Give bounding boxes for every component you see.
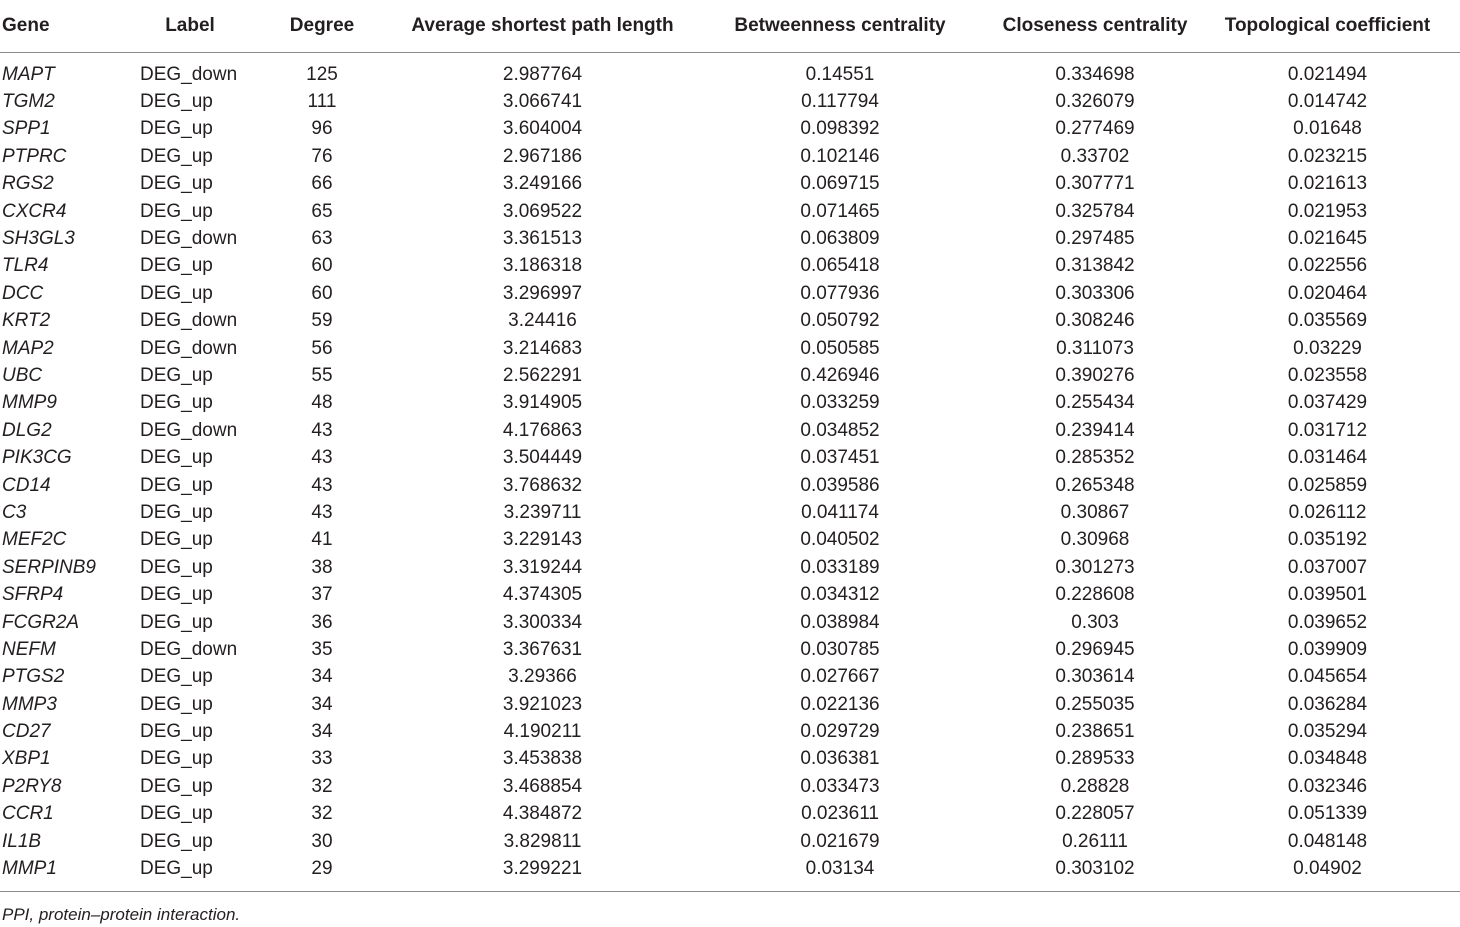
table-row (0, 472, 1460, 499)
topological-coefficient-cell: 0.037007 (1287, 556, 1368, 578)
topological-coefficient-cell: 0.022556 (1287, 255, 1368, 277)
degree-cell: 60 (311, 255, 333, 277)
degree-cell: 38 (311, 556, 333, 578)
table-row (0, 53, 1460, 89)
closeness-cell: 0.33702 (1060, 145, 1130, 167)
closeness-cell: 0.265348 (1055, 474, 1135, 496)
betweenness-cell: 0.098392 (800, 118, 880, 140)
degree-cell: 29 (311, 858, 333, 880)
closeness-cell: 0.255434 (1055, 392, 1135, 414)
degree-cell: 55 (311, 364, 333, 386)
avg-shortest-path-cell: 3.468854 (502, 775, 583, 797)
betweenness-cell: 0.036381 (800, 748, 880, 770)
betweenness-cell: 0.034852 (800, 419, 880, 441)
table-row (0, 253, 1460, 280)
degree-cell: 32 (311, 775, 333, 797)
degree-cell: 35 (311, 638, 333, 660)
degree-cell: 36 (311, 611, 333, 633)
topological-coefficient-cell: 0.032346 (1287, 775, 1368, 797)
avg-shortest-path-cell: 3.921023 (502, 693, 583, 715)
table-row (0, 116, 1460, 143)
label-cell: DEG_up (140, 255, 213, 277)
table-row (0, 691, 1460, 718)
degree-cell: 43 (311, 474, 333, 496)
gene-cell: SERPINB9 (2, 556, 96, 578)
closeness-cell: 0.289533 (1055, 748, 1135, 770)
avg-shortest-path-cell: 3.453838 (502, 748, 583, 770)
betweenness-cell: 0.033189 (800, 556, 880, 578)
betweenness-cell: 0.050792 (800, 310, 880, 332)
topological-coefficient-cell: 0.01648 (1293, 118, 1362, 140)
topological-coefficient-cell: 0.014742 (1287, 91, 1368, 113)
betweenness-cell: 0.102146 (800, 145, 880, 167)
label-cell: DEG_up (140, 392, 213, 414)
closeness-cell: 0.296945 (1055, 638, 1135, 660)
label-cell: DEG_up (140, 91, 213, 113)
gene-cell: CXCR4 (2, 200, 67, 222)
label-cell: DEG_up (140, 721, 213, 743)
avg-shortest-path-cell: 3.361513 (502, 228, 583, 250)
degree-cell: 66 (311, 173, 333, 195)
avg-shortest-path-cell: 3.229143 (502, 529, 583, 551)
avg-shortest-path-cell: 3.214683 (502, 337, 583, 359)
label-cell: DEG_down (140, 337, 238, 359)
avg-shortest-path-cell: 4.176863 (502, 419, 583, 441)
avg-shortest-path-cell: 3.066741 (502, 91, 583, 113)
avg-shortest-path-cell: 2.562291 (502, 364, 583, 386)
degree-cell: 76 (311, 145, 333, 167)
degree-cell: 43 (311, 501, 333, 523)
table-row (0, 390, 1460, 417)
betweenness-cell: 0.022136 (800, 693, 880, 715)
betweenness-cell: 0.071465 (800, 200, 880, 222)
closeness-cell: 0.28828 (1060, 775, 1130, 797)
degree-cell: 34 (311, 666, 333, 688)
label-cell: DEG_down (140, 310, 238, 332)
gene-cell: SH3GL3 (2, 228, 75, 250)
degree-cell: 34 (311, 721, 333, 743)
closeness-cell: 0.303 (1071, 611, 1119, 633)
table-row (0, 773, 1460, 800)
label-cell: DEG_up (140, 748, 213, 770)
gene-cell: FCGR2A (2, 611, 80, 633)
column-header-label: Label (136, 0, 244, 53)
closeness-cell: 0.228057 (1055, 803, 1135, 825)
avg-shortest-path-cell: 3.604004 (502, 118, 583, 140)
avg-shortest-path-cell: 3.367631 (502, 638, 583, 660)
avg-shortest-path-cell: 3.24416 (508, 310, 577, 332)
column-header-gene: Gene (0, 0, 136, 53)
gene-cell: C3 (2, 501, 27, 523)
topological-coefficient-cell: 0.036284 (1287, 693, 1368, 715)
gene-cell: SFRP4 (2, 584, 64, 606)
betweenness-cell: 0.077936 (800, 282, 880, 304)
table-row (0, 855, 1460, 891)
closeness-cell: 0.303614 (1055, 666, 1135, 688)
degree-cell: 111 (307, 91, 337, 113)
gene-cell: NEFM (2, 638, 56, 660)
column-header-betweenness-centrality: Betweenness centrality (685, 0, 995, 53)
topological-coefficient-cell: 0.026112 (1288, 501, 1367, 523)
betweenness-cell: 0.023611 (801, 803, 879, 825)
closeness-cell: 0.255035 (1055, 693, 1135, 715)
betweenness-cell: 0.050585 (800, 337, 880, 359)
topological-coefficient-cell: 0.039909 (1287, 638, 1368, 660)
avg-shortest-path-cell: 3.299221 (502, 858, 583, 880)
topological-coefficient-cell: 0.021613 (1287, 173, 1368, 195)
closeness-cell: 0.307771 (1055, 173, 1135, 195)
label-cell: DEG_up (140, 584, 213, 606)
closeness-cell: 0.285352 (1055, 447, 1135, 469)
gene-cell: DLG2 (2, 419, 52, 441)
gene-cell: PTGS2 (2, 666, 65, 688)
avg-shortest-path-cell: 3.504449 (502, 447, 583, 469)
avg-shortest-path-cell: 3.239711 (503, 501, 582, 523)
gene-cell: PTPRC (2, 145, 67, 167)
topological-coefficient-cell: 0.037429 (1287, 392, 1368, 414)
topological-coefficient-cell: 0.031712 (1287, 419, 1368, 441)
gene-cell: DCC (2, 282, 44, 304)
betweenness-cell: 0.040502 (800, 529, 880, 551)
avg-shortest-path-cell: 3.300334 (502, 611, 583, 633)
table-row (0, 417, 1460, 444)
label-cell: DEG_up (140, 858, 213, 880)
label-cell: DEG_up (140, 775, 213, 797)
gene-cell: MMP3 (2, 693, 57, 715)
gene-cell: CCR1 (2, 803, 54, 825)
topological-coefficient-cell: 0.023215 (1287, 145, 1368, 167)
betweenness-cell: 0.041174 (801, 501, 879, 523)
column-header-topological-coefficient: Topological coefficient (1195, 0, 1460, 53)
table-row (0, 718, 1460, 745)
avg-shortest-path-cell: 4.384872 (502, 803, 583, 825)
degree-cell: 41 (311, 529, 333, 551)
gene-cell: MAP2 (2, 337, 54, 359)
betweenness-cell: 0.063809 (800, 228, 880, 250)
gene-cell: KRT2 (2, 310, 51, 332)
closeness-cell: 0.277469 (1055, 118, 1135, 140)
closeness-cell: 0.308246 (1055, 310, 1135, 332)
label-cell: DEG_up (140, 529, 213, 551)
degree-cell: 43 (311, 447, 333, 469)
table-row (0, 746, 1460, 773)
label-cell: DEG_up (140, 666, 213, 688)
degree-cell: 56 (311, 337, 333, 359)
closeness-cell: 0.313842 (1055, 255, 1135, 277)
betweenness-cell: 0.034312 (800, 584, 880, 606)
degree-cell: 59 (311, 310, 333, 332)
gene-cell: MEF2C (2, 529, 67, 551)
topological-coefficient-cell: 0.03229 (1293, 337, 1362, 359)
avg-shortest-path-cell: 3.319244 (502, 556, 583, 578)
topological-coefficient-cell: 0.051339 (1287, 803, 1368, 825)
table-row (0, 225, 1460, 252)
degree-cell: 37 (311, 584, 333, 606)
closeness-cell: 0.30968 (1060, 529, 1130, 551)
table-row (0, 801, 1460, 828)
topological-coefficient-cell: 0.048148 (1287, 830, 1368, 852)
topological-coefficient-cell: 0.021645 (1287, 228, 1368, 250)
closeness-cell: 0.26111 (1062, 830, 1128, 852)
gene-cell: MAPT (2, 63, 55, 85)
table-row (0, 444, 1460, 471)
label-cell: DEG_up (140, 364, 213, 386)
avg-shortest-path-cell: 4.374305 (502, 584, 583, 606)
topological-coefficient-cell: 0.039501 (1287, 584, 1368, 606)
label-cell: DEG_up (140, 173, 213, 195)
label-cell: DEG_up (140, 145, 213, 167)
topological-coefficient-cell: 0.035294 (1287, 721, 1368, 743)
gene-cell: CD14 (2, 474, 51, 496)
label-cell: DEG_up (140, 447, 213, 469)
table-row (0, 88, 1460, 115)
table-row (0, 308, 1460, 335)
closeness-cell: 0.301273 (1055, 556, 1135, 578)
label-cell: DEG_up (140, 474, 213, 496)
topological-coefficient-cell: 0.045654 (1287, 666, 1368, 688)
topological-coefficient-cell: 0.021494 (1287, 63, 1368, 85)
closeness-cell: 0.30867 (1060, 501, 1130, 523)
table-footnote: PPI, protein–protein interaction. (2, 905, 241, 924)
table-body (0, 53, 1460, 892)
betweenness-cell: 0.027667 (800, 666, 880, 688)
label-cell: DEG_down (140, 638, 238, 660)
avg-shortest-path-cell: 3.069522 (502, 200, 583, 222)
degree-cell: 48 (311, 392, 333, 414)
label-cell: DEG_up (140, 200, 213, 222)
label-cell: DEG_up (140, 501, 213, 523)
topological-coefficient-cell: 0.023558 (1287, 364, 1368, 386)
betweenness-cell: 0.065418 (800, 255, 880, 277)
degree-cell: 125 (306, 63, 338, 85)
topological-coefficient-cell: 0.035569 (1287, 310, 1368, 332)
gene-cell: UBC (2, 364, 43, 386)
table-row (0, 171, 1460, 198)
betweenness-cell: 0.029729 (800, 721, 880, 743)
table-row (0, 554, 1460, 581)
closeness-cell: 0.326079 (1055, 91, 1135, 113)
table-row (0, 198, 1460, 225)
avg-shortest-path-cell: 3.249166 (502, 173, 583, 195)
degree-cell: 96 (311, 118, 333, 140)
closeness-cell: 0.238651 (1055, 721, 1135, 743)
table-row (0, 581, 1460, 608)
betweenness-cell: 0.030785 (800, 638, 880, 660)
degree-cell: 32 (311, 803, 333, 825)
gene-cell: SPP1 (2, 118, 51, 140)
closeness-cell: 0.239414 (1055, 419, 1135, 441)
label-cell: DEG_up (140, 611, 213, 633)
column-header-closeness-centrality: Closeness centrality (995, 0, 1195, 53)
gene-cell: RGS2 (2, 173, 54, 195)
gene-cell: IL1B (2, 830, 42, 852)
topological-coefficient-cell: 0.031464 (1287, 447, 1368, 469)
avg-shortest-path-cell: 3.914905 (502, 392, 583, 414)
label-cell: DEG_up (140, 830, 213, 852)
column-header-degree: Degree (244, 0, 400, 53)
avg-shortest-path-cell: 3.186318 (502, 255, 583, 277)
table-row (0, 143, 1460, 170)
avg-shortest-path-cell: 3.829811 (503, 830, 582, 852)
closeness-cell: 0.297485 (1055, 228, 1135, 250)
avg-shortest-path-cell: 2.967186 (502, 145, 583, 167)
closeness-cell: 0.334698 (1055, 63, 1135, 85)
label-cell: DEG_up (140, 118, 213, 140)
column-header-average-shortest-path-length: Average shortest path length (400, 0, 685, 53)
betweenness-cell: 0.021679 (800, 830, 880, 852)
table-row (0, 335, 1460, 362)
degree-cell: 60 (311, 282, 333, 304)
gene-cell: TGM2 (2, 91, 55, 113)
gene-cell: PIK3CG (2, 447, 72, 469)
topological-coefficient-cell: 0.039652 (1287, 611, 1368, 633)
table-row (0, 664, 1460, 691)
table-row (0, 609, 1460, 636)
gene-cell: MMP9 (2, 392, 57, 414)
topological-coefficient-cell: 0.04902 (1293, 858, 1362, 880)
table-row (0, 828, 1460, 855)
degree-cell: 33 (311, 748, 333, 770)
betweenness-cell: 0.426946 (800, 364, 880, 386)
table-row (0, 636, 1460, 663)
degree-cell: 30 (311, 830, 333, 852)
degree-cell: 65 (311, 200, 333, 222)
table-row (0, 527, 1460, 554)
closeness-cell: 0.303306 (1055, 282, 1135, 304)
avg-shortest-path-cell: 2.987764 (502, 63, 583, 85)
degree-cell: 43 (311, 419, 333, 441)
gene-cell: MMP1 (2, 858, 57, 880)
label-cell: DEG_up (140, 556, 213, 578)
degree-cell: 63 (311, 228, 333, 250)
betweenness-cell: 0.069715 (800, 173, 880, 195)
gene-cell: TLR4 (2, 255, 49, 277)
closeness-cell: 0.325784 (1055, 200, 1135, 222)
betweenness-cell: 0.117794 (801, 91, 879, 113)
gene-cell: XBP1 (2, 748, 51, 770)
table-row (0, 280, 1460, 307)
closeness-cell: 0.390276 (1055, 364, 1135, 386)
topological-coefficient-cell: 0.035192 (1287, 529, 1368, 551)
avg-shortest-path-cell: 3.29366 (508, 666, 577, 688)
topological-coefficient-cell: 0.020464 (1287, 282, 1368, 304)
topological-coefficient-cell: 0.034848 (1287, 748, 1368, 770)
betweenness-cell: 0.14551 (805, 63, 875, 85)
betweenness-cell: 0.037451 (800, 447, 880, 469)
avg-shortest-path-cell: 3.296997 (502, 282, 583, 304)
label-cell: DEG_down (140, 63, 238, 85)
gene-cell: CD27 (2, 721, 51, 743)
label-cell: DEG_down (140, 419, 238, 441)
gene-cell: P2RY8 (2, 775, 62, 797)
label-cell: DEG_down (140, 228, 238, 250)
betweenness-cell: 0.033259 (800, 392, 880, 414)
topological-coefficient-cell: 0.021953 (1287, 200, 1368, 222)
avg-shortest-path-cell: 3.768632 (502, 474, 583, 496)
label-cell: DEG_up (140, 803, 213, 825)
closeness-cell: 0.228608 (1055, 584, 1135, 606)
betweenness-cell: 0.03134 (805, 858, 875, 880)
table-row (0, 362, 1460, 389)
label-cell: DEG_up (140, 693, 213, 715)
label-cell: DEG_up (140, 282, 213, 304)
table-row (0, 499, 1460, 526)
betweenness-cell: 0.039586 (800, 474, 880, 496)
avg-shortest-path-cell: 4.190211 (503, 721, 582, 743)
betweenness-cell: 0.033473 (800, 775, 880, 797)
closeness-cell: 0.311073 (1056, 337, 1134, 359)
degree-cell: 34 (311, 693, 333, 715)
betweenness-cell: 0.038984 (800, 611, 880, 633)
topological-coefficient-cell: 0.025859 (1287, 474, 1368, 496)
closeness-cell: 0.303102 (1055, 858, 1135, 880)
header-row (0, 0, 1460, 53)
